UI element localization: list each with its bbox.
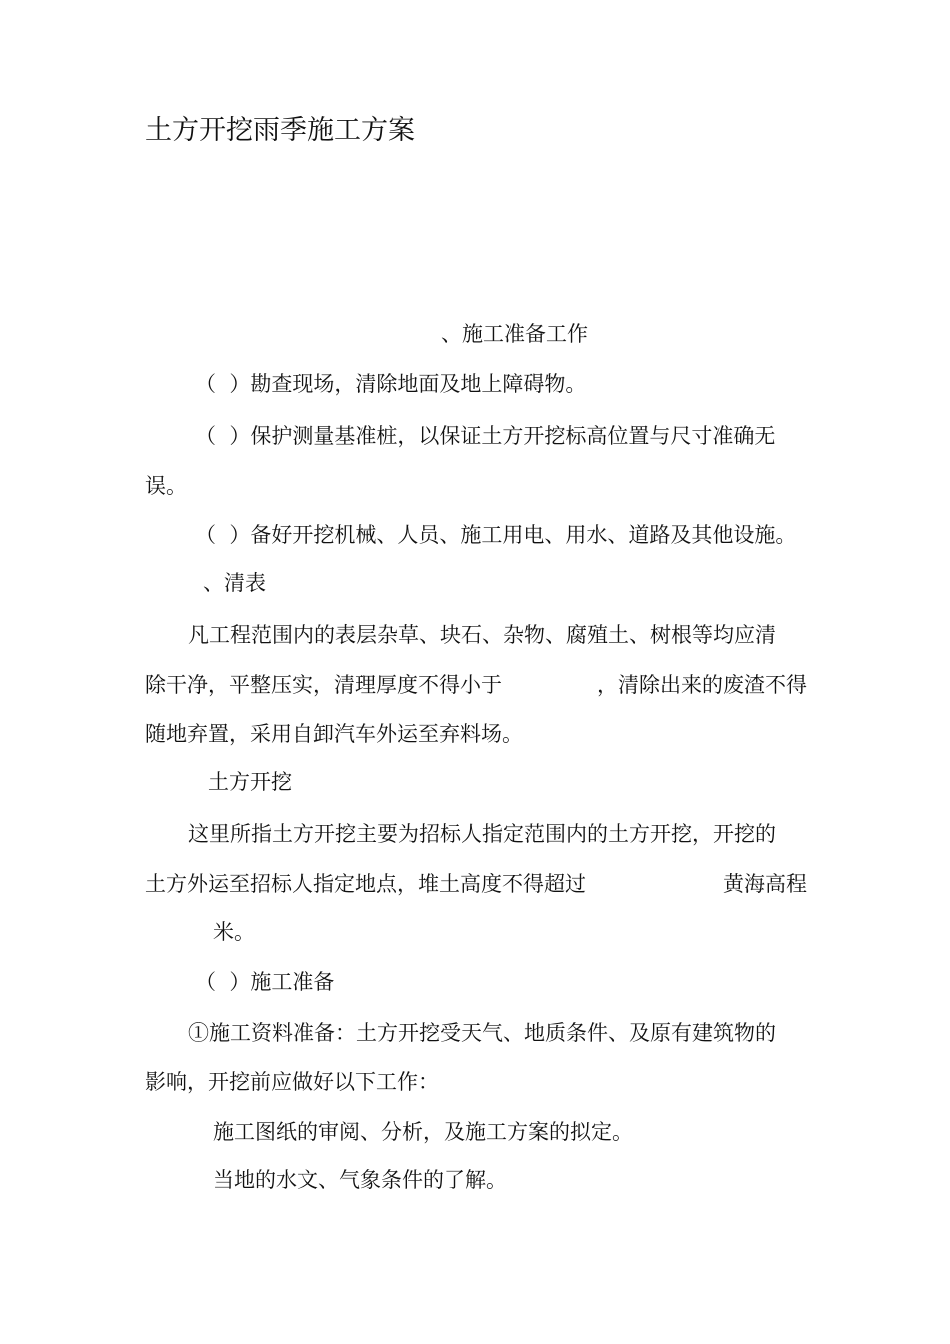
paragraph-excavation-line1: 这里所指土方开挖主要为招标人指定范围内的土方开挖，开挖的: [188, 822, 776, 846]
section-heading-construction-prep: 、施工准备工作: [441, 322, 588, 346]
document-title: 土方开挖雨季施工方案: [145, 115, 415, 146]
section-heading-excavation: 土方开挖: [208, 770, 292, 794]
list-item-protect-benchmark-cont: 误。: [145, 474, 187, 498]
subheading-construction-prep: （ ）施工准备: [195, 970, 335, 994]
paragraph-clearing-line2: [145, 671, 807, 699]
paragraph-clearing-line1: 凡工程范围内的表层杂草、块石、杂物、腐殖土、树根等均应清: [188, 623, 776, 647]
list-item-drawings-review: 施工图纸的审阅、分析，及施工方案的拟定。: [213, 1120, 633, 1144]
section-heading-clearing: 、清表: [203, 571, 266, 595]
list-item-survey-site: （ ）勘查现场，清除地面及地上障碍物。: [195, 372, 587, 396]
paragraph-excavation-line2: [145, 870, 807, 898]
paragraph-excavation-line2-start: 土方外运至招标人指定地点，堆土高度不得超过: [145, 872, 586, 896]
paragraph-clearing-line2-start: 除干净，平整压实，清理厚度不得小于: [145, 673, 502, 697]
list-item-protect-benchmark: （ ）保护测量基准桩，以保证土方开挖标高位置与尺寸准确无: [195, 424, 776, 448]
list-item-prepare-equipment: （ ）备好开挖机械、人员、施工用电、用水、道路及其他设施。: [195, 523, 797, 547]
list-item-hydrology: 当地的水文、气象条件的了解。: [213, 1168, 507, 1192]
paragraph-clearing-line2-end: ，清除出来的废渣不得: [597, 673, 807, 697]
paragraph-materials-line2: 影响，开挖前应做好以下工作：: [145, 1070, 439, 1094]
paragraph-excavation-line2-end: 黄海高程: [723, 872, 807, 896]
paragraph-excavation-line3: 米。: [213, 920, 255, 944]
paragraph-materials-line1: ①施工资料准备：土方开挖受天气、地质条件、及原有建筑物的: [188, 1021, 776, 1045]
paragraph-clearing-line3: 随地弃置，采用自卸汽车外运至弃料场。: [145, 722, 523, 746]
